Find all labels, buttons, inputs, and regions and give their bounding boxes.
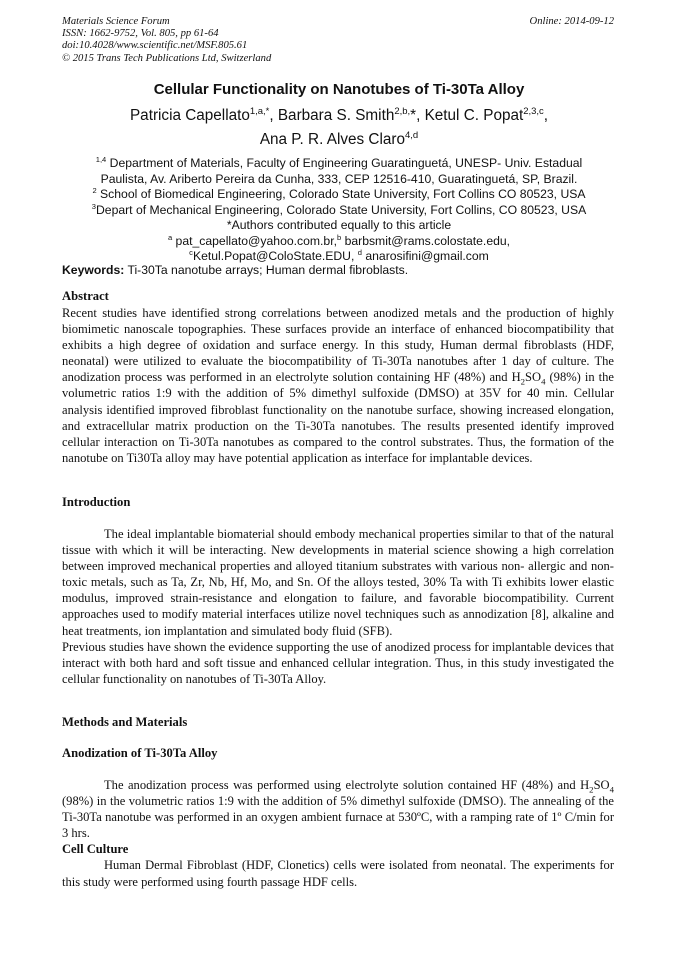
email-sup: b	[336, 232, 342, 242]
author-separator: ,	[543, 107, 549, 124]
email-line	[60, 234, 618, 250]
author-name: Ana P. R. Alves Claro	[259, 131, 405, 148]
equal-contribution-note: *Authors contributed equally to this article	[226, 218, 452, 232]
author-line-1	[60, 104, 618, 128]
abstract-paragraph	[62, 305, 614, 466]
online-date: Online: 2014-09-12	[529, 16, 614, 27]
email-text: Ketul.Popat@ColoState.EDU,	[192, 249, 358, 263]
introduction-heading: Introduction	[62, 495, 131, 509]
author-affil-sup: 2,b,	[394, 105, 411, 117]
author-name: Ketul C. Popat	[424, 107, 524, 124]
anodization-paragraph	[62, 777, 614, 841]
affiliation-line: Paulista, Av. Ariberto Pereira da Cunha, 333, CEP 12516-410, Guaratinguetá, SP, Brazil.	[100, 171, 578, 186]
author-list	[60, 104, 618, 152]
author-star: *	[410, 107, 417, 124]
subscript: 4	[609, 784, 614, 795]
methods-heading: Methods and Materials	[62, 715, 188, 729]
affiliation-line	[60, 187, 618, 203]
affiliation-text: School of Biomedical Engineering, Colorado State University, Fort Collins CO 80523, USA	[96, 187, 586, 201]
affiliation-text: Depart of Mechanical Engineering, Colorado State University, Fort Collins, CO 80523, USA	[95, 202, 587, 217]
affiliation-sup: 2	[92, 185, 97, 195]
abstract-heading: Abstract	[62, 289, 109, 303]
journal-header	[62, 16, 271, 65]
email-text: barbsmit@rams.colostate.edu,	[341, 233, 511, 248]
paper-title: Cellular Functionality on Nanotubes of Ti-30Ta Alloy	[153, 81, 525, 98]
text-run: (98%) in the volumetric ratios 1:9 with the addition of 5% dimethyl sulfoxide (DMSO) at 35V for 40 min. Cellular analysis identified improved fibroblast functionality on the nanotube surface, showing increased elongation, and extracellular matrix production on the Ti-30Ta nanotubes. The results presented identify improved cellular interaction on Ti-30Ta nanotubes as compared to the control substrates. Thus, the formation of the nanotube on Ti30Ta alloy may have potential application as interface for implantable devices.	[62, 370, 614, 465]
text-run: SO	[525, 370, 542, 385]
email-text: pat_capellato@yahoo.com.br,	[172, 233, 337, 248]
copyright-line: © 2015 Trans Tech Publications Ltd, Switzerland	[62, 52, 272, 64]
anodization-subheading: Anodization of Ti-30Ta Alloy	[62, 746, 218, 760]
introduction-paragraph-1: The ideal implantable biomaterial should embody mechanical properties similar to that of the natural tissue with which it will be interacting. New developments in material science showing a high correlation between improved mechanical properties and alloyed titanium substrates with various non- allergic and non-toxic metals, such as Ta, Zr, Nb, Hf, Mo, and Sn. Of the alloys tested, 30% Ta with Ti exhibits lower elastic modulus, improved strain-resistance and elongation to failure, and favorable biocompatibility. Current approaches used to modify material interfaces utilize novel techniques such as annodization [8], alkaline and heat treatments, ion implantation and simulated body fluid (SFB).	[62, 527, 614, 638]
affiliation-line	[60, 156, 618, 172]
keywords-text: Ti-30Ta nanotube arrays; Human dermal fibroblasts.	[124, 263, 409, 277]
methods-body	[62, 777, 614, 890]
affiliations	[60, 156, 618, 265]
email-sup: a	[167, 232, 173, 242]
abstract-body	[62, 305, 614, 466]
author-affil-sup: 2,3,c	[523, 105, 544, 117]
author-affil-sup: 1,a,*	[249, 105, 270, 117]
text-run: The anodization process was performed using electrolyte solution contained HF (48%) and H	[104, 778, 590, 792]
affiliation-sup: 3	[91, 201, 96, 211]
author-line-2	[60, 128, 618, 152]
affiliation-text: Department of Materials, Faculty of Engineering Guaratinguetá, UNESP- Univ. Estadual	[106, 156, 583, 170]
introduction-body	[62, 526, 614, 687]
author-name: Barbara S. Smith	[277, 107, 395, 124]
keywords	[62, 263, 618, 277]
author-affil-sup: 4,d	[404, 129, 419, 141]
issn-line: ISSN: 1662-9752, Vol. 805, pp 61-64	[62, 28, 219, 40]
introduction-paragraph-2: Previous studies have shown the evidence supporting the use of anodized process for implantable devices that interact with both hard and soft tissue and enhanced cellular integration. Thus, in this study investigated the cellular functionality on nanotubes of Ti-30Ta Alloy.	[62, 639, 614, 686]
keywords-label: Keywords:	[62, 263, 125, 277]
email-text: anarosifini@gmail.com	[361, 249, 489, 263]
doi-line: doi:10.4028/www.scientific.net/MSF.805.61	[62, 40, 248, 52]
affiliation-line	[60, 203, 618, 219]
subscript: 4	[541, 376, 546, 387]
author-separator: ,	[269, 107, 278, 124]
affiliation-sup: 1,4	[95, 154, 107, 164]
author-separator: ,	[416, 107, 425, 124]
subscript: 2	[520, 376, 526, 387]
text-run: Recent studies have identified strong correlations between anodized metals and the production of highly biomimetic nanoscale topographies. These surfaces provide an interface of enhanced biocompatibility that exhibits a high degree of oxidation and surface energy. In this study, Human dermal fibroblasts (HDF, neonatal) were utilized to evaluate the biocompatibility of Ti-30Ta nanotubes after 1 day of culture. The anodization process was performed in an electrolyte solution containing HF (48%) and H	[62, 306, 614, 385]
text-run: SO	[593, 778, 610, 792]
text-run: (98%) in the volumetric ratios 1:9 with the addition of 5% dimethyl sulfoxide (DMSO). The annealing of the Ti-30Ta nanotube was performed in an oxygen ambient furnace at 530ºC, with a ramping rate of 1º C/min for 3 hrs.	[62, 794, 614, 841]
author-name: Patricia Capellato	[129, 107, 250, 124]
journal-name: Materials Science Forum	[62, 16, 170, 27]
subscript: 2	[589, 784, 594, 795]
cell-culture-paragraph: Human Dermal Fibroblast (HDF, Clonetics) cells were isolated from neonatal. The experiments for this study were performed using fourth passage HDF cells.	[62, 858, 614, 889]
email-sup: c	[189, 247, 193, 257]
cell-culture-subheading: Cell Culture	[62, 842, 129, 857]
email-sup: d	[357, 247, 362, 257]
